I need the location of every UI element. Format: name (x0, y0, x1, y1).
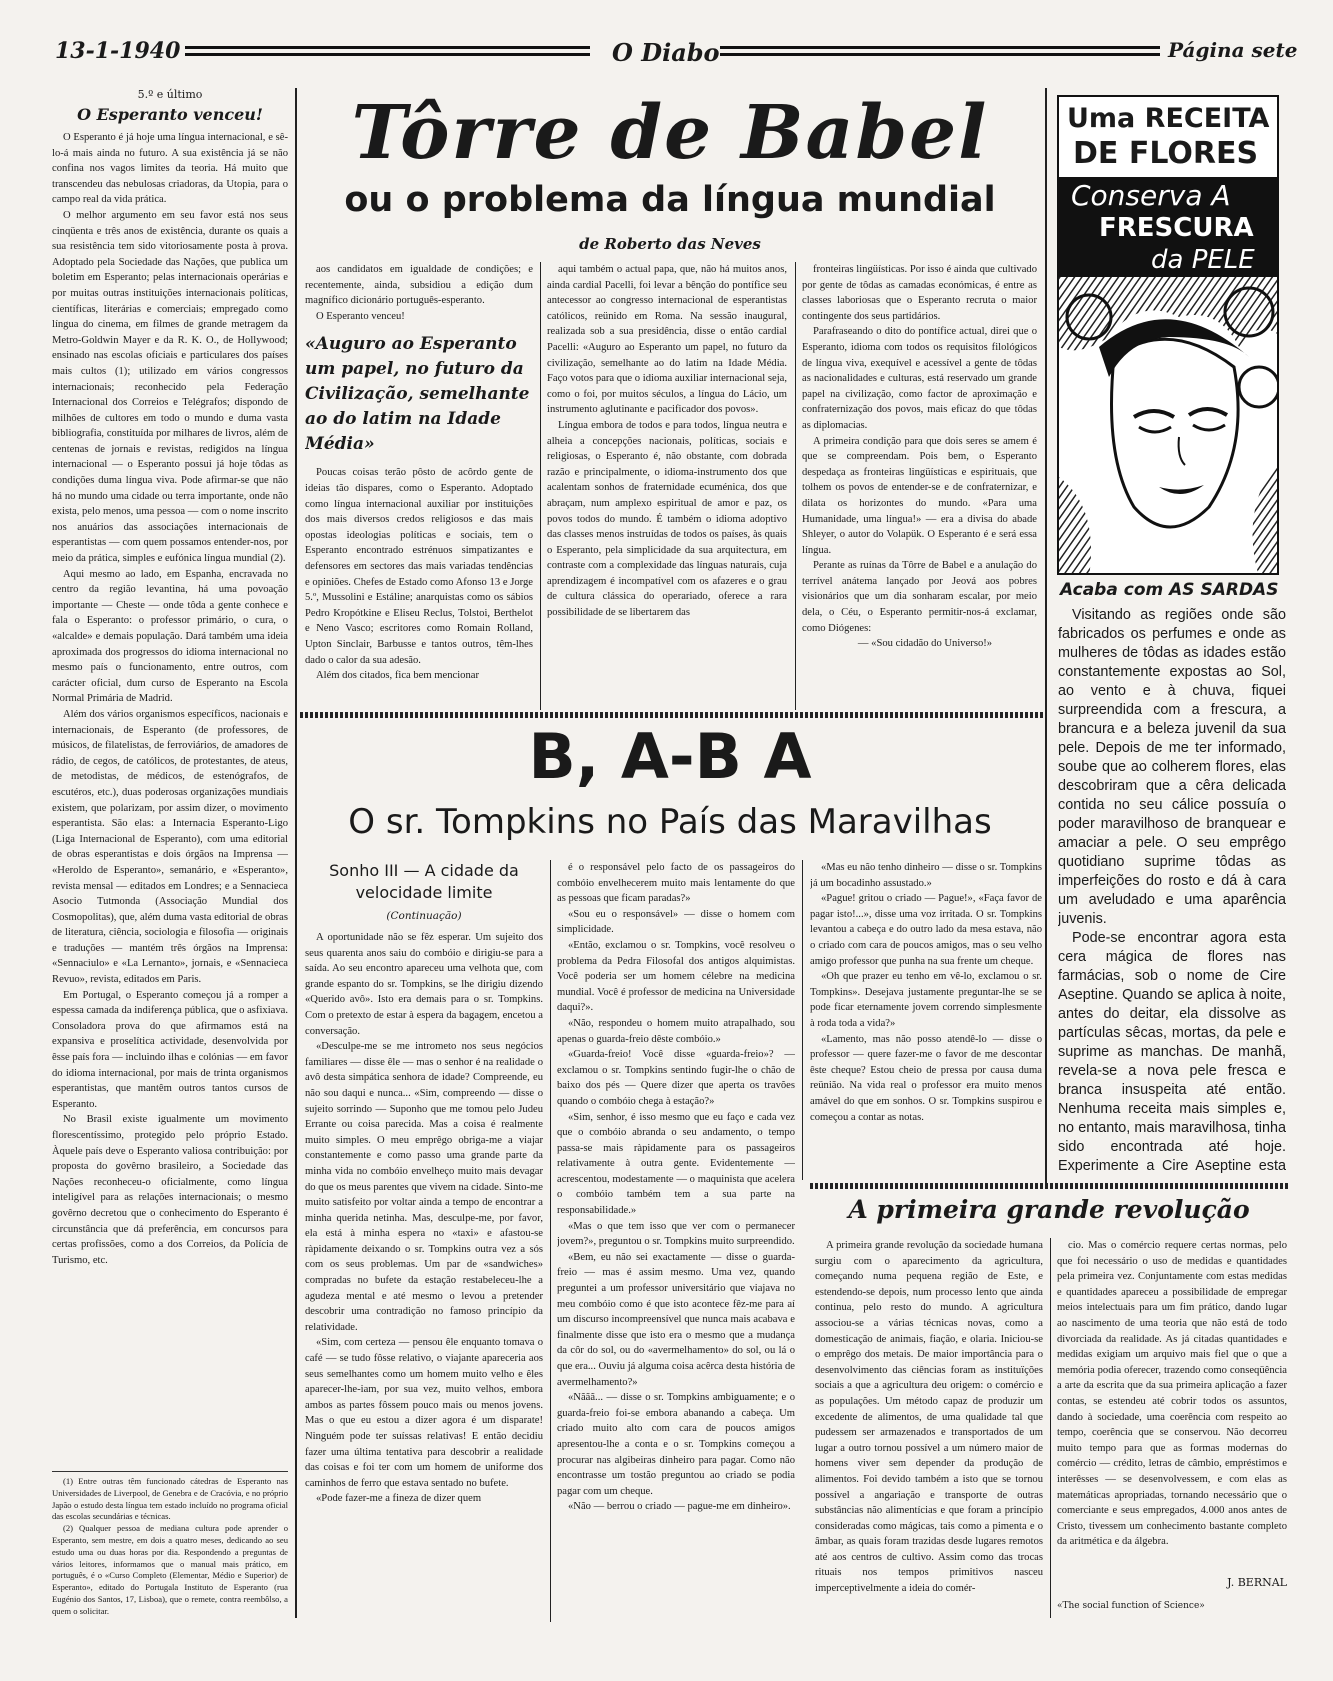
paragraph: «Não, respondeu o homem muito atrapalhado, sou apenas o guarda-freio dêste combóio.» (557, 1017, 795, 1045)
babel-col-1 (305, 262, 533, 710)
paragraph: «Sim, senhor, é isso mesmo que eu faço e cada vez que o combóio abranda o seu andamento, o tempo passa-se mais ràpidamente para os passageiros relativamente à outra gente. Evidentemente — acrescentou, modestamente — o maquinista que acelera o combóio também tem a sua parte na responsabilidade.» (557, 1111, 795, 1217)
ad-headline-2: DE FLORES (1069, 137, 1262, 171)
page-number: Página sete (1168, 38, 1298, 62)
revolucao-col-1 (815, 1238, 1043, 1618)
column-rule (295, 88, 297, 1618)
paragraph: é o responsável pelo facto de os passageiros do combóio envelhecerem muito mais lentamente do que as pessoas que ficam paradas?» (557, 862, 795, 905)
column-rule (1050, 1238, 1051, 1618)
paragraph: Pode-se encontrar agora esta cera mágica de flores nas farmácias, sob o nome de Cire Aseptine. Quando se aplica à noite, antes do deitar, ela dissolve as partículas sêcas, mortas, da pele e suprime as manchas. De manhã, revela-se a nova pele fresca e branca insuspeita até então. Nenhuma receita mais simples e, no entanto, mais maravilhosa, tinha sido encontrada até hoje. Experimente a Cire Aseptine esta (1058, 930, 1286, 1174)
paragraph: Em Portugal, o Esperanto começou já a romper a espessa camada da indiferença pública, que o asfixiava. Consoladora prova do que afirmamos está na expansiva e proselítica actividade, desenvolvida por êsse país fora — incluindo ilhas e colónias — em favor do idioma internacional, por mais de trinta organismos esperantistas, que mantêm outros tantos cursos de Esperanto. (52, 989, 288, 1110)
paragraph: O melhor argumento em seu favor está nos seus cinqüenta e três anos de existência, durante os quais a sua resistência tem sido vitoriosamente posta à prova. Adoptado pela Sociedade das Nações, que publica um boletim em Esperanto; pelas internacionais operárias e por muitas outras instituições internacionais políticas, científicas, literárias e comerciais; empregado como língua do cinema, em filmes de grande metragem da Metro-Goldwin Mayer e da R. K. O., de Hollywood; ensinado nas escolas oficiais e particulares dos países mais cultos (1); utilizado em vários congressos internacionais; reconhecido pela Federação Internacional dos Correios e Telégrafos; dispondo de milhões de cultores em todo o mundo e duma vasta bibliografia, constituída por milhares de livros, além de centenas de jornais e revistas, redigidos na língua internacional — o Esperanto possui já hoje tôdas as condições duma língua viva. Pode afirmar-se que não há no mundo uma cidade ou terra importante, onde não exista, pelo menos, uma pessoa — com o nome inscrito nos anuários das associações internacionais de esperantistas — com quem possamos entender-nos, por meio da prática, simples e eufónica língua mundial (2). (52, 209, 288, 565)
paragraph: aqui também o actual papa, que, não há muitos anos, ainda cardial Pacelli, foi levar a bênção do pontífice seu antecessor ao congresso internacional de esperantistas católicos, reünido em Roma. Na sessão inaugural, realizada sob a sua presidência, disse o então cardial Pacelli: «Auguro ao Esperanto um papel, no futuro da civilização, semelhante ao do latim na Idade Média. Faço votos para que o idioma auxiliar internacional seja, como o foi, por muitos séculos, a língua do Lácio, um instrumento aglutinante e pacificador dos povos». (547, 264, 787, 416)
article-kicker: 5.º e último (137, 88, 203, 101)
article-title: O Esperanto venceu! (77, 105, 263, 124)
paragraph: Perante as ruínas da Tôrre de Babel e a anulação do terrível anátema lançado por Jeová aos pobres visionários que um dia sonharam escalar, por meio dela, o Céu, o Esperanto permitir-nos-á exclamar, como Diógenes: (802, 560, 1037, 634)
paragraph: «Mas eu não tenho dinheiro — disse o sr. Tompkins já um bocadinho assustado.» (810, 862, 1042, 889)
signature: J. BERNAL (1227, 1576, 1287, 1589)
column-rule (802, 860, 803, 1180)
paragraph: aos candidatos em igualdade de condições; e recentemente, ainda, subsidiou a edição dum magnífico dicionário português-esperanto. (305, 264, 533, 307)
tompkins-col-3 (810, 860, 1042, 1180)
footnote: (1) Entre outras têm funcionado cátedras de Esperanto nas Universidades de Liverpool, de Genebra e de Cracóvia, e no próprio Japão o estudo desta língua tem estado incluído no programa oficial das escolas secundárias e técnicas. (52, 1476, 288, 1522)
source: «The social function of Science» (1057, 1601, 1205, 1611)
paragraph: «Pode fazer-me a fineza de dizer quem (316, 1493, 482, 1505)
paragraph: Poucas coisas terão pôsto de acôrdo gente de ideias tão dispares, como o Esperanto. Adoptado como língua internacional auxiliar por instituições dos mais diversos credos religiosos e das mais opostas ideologias políticas e sociais, tem o Esperanto encontrado estrénuos simpatizantes e defensores em sectores das mais variadas tendências e opiniões. Chefes de Estado como Afonso 13 e Jorge 5.º, Mussolini e Estáline; anarquistas como os sábios Pedro Kropótkine e Eliseu Reclus, Tolstoi, Berthelot e Neno Vasco; escritores como Romain Rolland, Upton Sinclair, Barbusse e tantos outros, têm-lhes dado o calor da sua adesão. (305, 467, 533, 666)
babel-byline: de Roberto das Neves (579, 235, 761, 253)
tompkins-col-1 (305, 860, 543, 1622)
paragraph: cio. Mas o comércio requere certas normas, pelo que foi necessário o uso de medidas e quantidades pela primeira vez. Conjuntamente com estas medidas e quantidades apareceu a possibilidade de empregar meios intelectuais para um fim prático, dando lugar ao nascimento de uma teoria que não está de todo divorciada da realidade. As já citadas quantidades e medidas exigiam um arquivo mais fiel que o que a memória podia oferecer, trazendo como conseqüência a arte da escrita que da sua primeira aplicação a fazer contas, se estendeu até cobrir todos os assuntos, dando à sociedade, uma coerência com respeito ao tempo, coerência que se conservou. Não decorreu muito tempo para que as formas modernas do comércio — crédito, letras de câmbio, empréstimos e interêsses — se desenvolvessem, e com elas as matemáticas apropriadas, tornando necessário que o comerciante e seus empregados, 4.000 anos antes de Cristo, tivessem um conhecimento bastante completo da aritmética e da álgebra. (1057, 1240, 1287, 1548)
column-rule (550, 860, 551, 1622)
revolucao-title: A primeira grande revolução (848, 1195, 1250, 1224)
paragraph: A oportunidade não se fêz esperar. Um sujeito dos seus quarenta anos saiu do combóio e dirigiu-se para a saída. Ao seu encontro apareceu uma velhota que, com grande espanto do sr. Tompkins, se lhe dirigiu dizendo «Querido avô». Isto era demais para o sr. Tompkins. Com o pretexto de estar à espera da bagagem, encetou a conversação. (305, 932, 543, 1037)
paragraph: «Lamento, mas não posso atendê-lo — disse o professor — quere fazer-me o favor de me descontar êste cheque? Estou cheio de pressa por causa duma reünião. Na vida real o professor era muito menos amável do que em sonhos. O sr. Tompkins suspirou e começou a contar as notas. (810, 1033, 1042, 1123)
paragraph: Língua embora de todos e para todos, língua neutra e alheia a concepções nacionais, políticas, sociais e religiosas, o Esperanto é, não obstante, com dobrada razão e principalmente, o idioma-instrumento dos que acalentam sonhos de fraternidade ecuménica, dos que abraçam, num amplexo espiritual de amor e paz, os povos todos do mundo. É também o idioma adoptivo das classes menos instruídas de todos os países, às quais o Esperanto, pela simplicidade da sua arquitectura, em contraste com a complexidade das línguas naturais, cuja aprendizagem é incompatível com os afazeres e o grau de cultura clássica do operariado, oferece a rara possibilidade de se libertarem das (547, 419, 787, 619)
ad-headline-5: da PELE (1151, 245, 1255, 275)
ad-body (1058, 606, 1286, 1176)
paragraph: A primeira grande revolução da sociedade humana surgiu com o aparecimento da agricultura, começando numa pequena região de Este, e estendendo-se depois, num processo lento que ainda continua, pelo resto do mundo. A agricultura associou-se a várias técnicas novas, como a domesticação de animais, fiação, e olaria. Iniciou-se o emprêgo dos metais. De maior importância para o desenvolvimento das ciências foram as instituïções sociais a que a agricultura deu origem: o comércio e as populações. Um método capaz de produzir um excedente de alimentos, de uma qualidade tal que pudessem ser armazenados e transportados de um lugar a outro tornou possível a um número maior de homens viver sem depender da produção de alimentos. Foi devido também a isto que se tornou possível a angariação e transporte de outras substâncias não alimentícias e que foram a princípio consideradas como mágicas, tais como a pimenta e o âmbar, as quais foram trazidas desde lugares remotos até aos centros de cultivo. Assim como das trocas rituais nos tempos primitivos nasceu imperceptìvelmente a ideia do comér- (815, 1240, 1043, 1595)
paragraph: «Pague! gritou o criado — Pague!», «Faça favor de pagar isto!...», disse uma voz irritada. O sr. Tompkins levantou a cabeça e do outro lado da mesa estava, não o criado com cara de poucos amigos, mas o seu velho amigo professor que punha na sua frente um cheque. (810, 893, 1042, 967)
footnotes (52, 1476, 288, 1626)
paragraph: «Então, exclamou o sr. Tompkins, você resolveu o problema da Pedra Filosofal dos antigos alquimistas. Você poderia ser um homem célebre na medicina mundial. Você é professor de medicina na Universidade daqui?». (557, 939, 795, 1014)
paragraph: O Esperanto é já hoje uma língua internacional, e sê-lo-á mais ainda no futuro. A sua existência já se não confina nos vagos limites da teoria. Há muito que transcendeu das nebulosas criadoras, da Utopia, para o campo real da vida prática. (52, 132, 288, 206)
babel-col-2 (547, 262, 787, 710)
paragraph: Além dos citados, fica bem mencionar (316, 670, 479, 682)
tompkins-subtitle: O sr. Tompkins no País das Maravilhas (348, 802, 992, 842)
paragraph: «Nããã... — disse o sr. Tompkins ambìguamente; e o guarda-freio foi-se embora abanando a cabeça. Um criado muito alto com cara de poucos amigos apresentou-lhe a conta e o sr. Tompkins começou a procurar nas algibeiras dinheiro para pagar. Como não encontrasse um tostão preguntou ao criado se podia pagar com um cheque. (557, 1392, 795, 1497)
paragraph: Parafraseando o dito do pontífice actual, direi que o Esperanto, idioma com todos os requisitos filológicos de língua viva, exequível e acessível a gente de tôdas as nacionalidades e culturas, está reservado um grande papel na civilização, como factor de aproximação e confraternização dos povos, mais eficaz do que tôdas as diplomacias. (802, 326, 1037, 431)
paragraph: Aqui mesmo ao lado, em Espanha, encravada no centro da região levantina, há uma povoação importante — Cheste — onde tôda a gente conhece e fala o Esperanto: o professor primário, o cura, o «alcalde» e demais população. Dará também uma ideia aproximada dos progressos do idioma internacional no mesmo país o funcionamento, entre outros, com carácter oficial, dum curso de Esperanto na Escola Normal Primária de Madrid. (52, 568, 288, 705)
paragraph: «Desculpe-me se me intrometo nos seus negócios familiares — disse êle — mas o senhor é na realidade o avô desta simpática senhora de idade? Compreende, eu não sou daqui e nunca... «Sim, compreendo — disse o sujeito sorrindo — Suponho que me tomou pelo Judeu Errante ou coisa parecida. Mas a coisa é realmente muito simples. O meu emprêgo obriga-me a viajar constantemente e como passo uma grande parte da minha vida no combóio envelheço muito mais devagar do que os meus parentes que vivem na cidade. Sinto-me muito satisfeito por voltar ainda a tempo de encontrar a minha querida netinha. Mas, desculpe-me, por favor, ela está à minha espera no «taxi» e afastou-se ràpidamente deixando o sr. Tompkins outra vez a sós com os seus problemas. Um par de «sandwiches» compradas no bufete da estação restabeleceu-lhe a agudeza mental e até mesmo o levou a pretender descobrir uma contradição no famoso princípio da relatividade. (305, 1041, 543, 1333)
ad-tagline: Acaba com AS SARDAS (1060, 580, 1279, 600)
revolucao-col-2 (1057, 1238, 1287, 1558)
header-rule-right (720, 46, 1160, 56)
section-title: Sonho III — A cidade da velocidade limite (329, 861, 519, 902)
revolucao-col-2-wrap (1057, 1238, 1287, 1618)
babel-subtitle: ou o problema da língua mundial (344, 180, 996, 220)
paragraph: «Oh que prazer eu tenho em vê-lo, exclamou o sr. Tompkins». Desejava justamente preguntar-lhe se se pode ficar eternamente jovem correndo simplesmente à roda toda a vida?» (810, 971, 1042, 1029)
article-body (52, 130, 288, 1465)
section-divider (810, 1183, 1288, 1189)
footnote-divider (52, 1471, 288, 1472)
paragraph: «Bem, eu não sei exactamente — disse o guarda-freio — mas é assim mesmo. Uma vez, quando preguntei a um professor universitário que viajava no meu combóio como é que isto acontece fêz-me para aí um discurso incompreensível que nunca mais acabava e finalmente disse que isto era o mesmo que a mudança da côr do sol, ou do «avermelhamento» do sol, ou lá o que era... Ouviu já alguma coisa acêrca desta história de avermelhamento?» (557, 1251, 795, 1388)
paragraph: — «Sou cidadão do Universo!» (857, 638, 993, 650)
masthead: O Diabo (612, 38, 720, 67)
tompkins-col-2 (557, 860, 795, 1622)
column-rule (795, 262, 796, 710)
tompkins-body-1 (305, 930, 543, 1610)
paragraph: fronteiras lingüísticas. Por isso é ainda que cultivado por gente de tôdas as camadas económicas, é entre as classes laboriosas que o Esperanto recruta o maior contingente dos seus partidários. (802, 264, 1037, 322)
paragraph: «Sou eu o responsável» — disse o homem com simplicidade. (557, 908, 795, 936)
paragraph: No Brasil existe igualmente um movimento florescentíssimo, protegido pelo próprio Estado. Àquele país deve o Esperanto valiosa contribuição: por proposta do govêrno brasileiro, a Sociedade das Nações reconheceu-o oficialmente, como língua inteligível para as relações internacionais; o mesmo govêrno decretou que o conhecimento do Esperanto é circunstância que dá preferência, em concursos para certas profissões, como a dos Correios, da Polícia de Turismo, etc. (52, 1114, 288, 1266)
tompkins-title: B, A-B A (528, 720, 812, 793)
pull-quote: «Auguro ao Esperanto um papel, no futuro da Civilização, semelhante ao do latim na Idade Média» (305, 334, 530, 455)
column-rule (1045, 88, 1047, 1183)
paragraph: «Sim, com certeza — pensou êle enquanto tomava o café — se tudo fôsse relativo, o viajante apareceria aos seus semelhantes como um homem muito velho e êles aparecer-lhe-iam, por sua vez, muito velhos, embora ambos as partes fôssem pouco mais ou menos jovens. Mas o que eu estou a dizer agora é um disparate! Ninguém pode ter suíssas relativas! E então decidiu fazer uma última tentativa para descobrir a realidade das coisas e foi ter com um homem de uniforme dos caminhos de ferro que estava sentado no bufete. (305, 1337, 543, 1489)
column-rule (540, 262, 541, 710)
paragraph: Visitando as regiões onde são fabricados os perfumes e onde as mulheres de tôdas as idades estão constantemente expostas ao Sol, ao vento e à chuva, fiquei surpreendida com a frescura, a brancura e a beleza juvenil da sua pele. Depois de me ter informado, soube que ao colherem flores, elas descobriram que a cêra delicada contida no seu cálice possuía o poder maravilhoso de branquear e amaciar a pele. O seu emprêgo quotidiano suprime tôdas as imperfeições do rosto e dá à cara um aveludado e uma aparência juvenis. (1058, 607, 1286, 927)
header-rule-left (185, 46, 590, 56)
babel-col-3 (802, 262, 1037, 710)
left-column (52, 88, 288, 1618)
aseptine-ad-illustration (1057, 95, 1279, 575)
paragraph: «Não — berrou o criado — pague-me em dinheiro». (568, 1501, 791, 1513)
footnote: (2) Qualquer pessoa de mediana cultura pode aprender o Esperanto, sem mestre, em dois a quatro meses, dedicando ao seu estudo uma ou duas horas por dia. Respondendo a preguntas de vários leitores, informamos que o manual mais prático, em português, é o «Curso Completo (Elementar, Médio e Superior) de Esperanto», editado do Portugala Instituto de Esperanto (rua Eugénio dos Santos, 17, Lisboa), que o remete, contra reembôlso, a quem o solicitar. (52, 1523, 288, 1616)
ad-headline-4: FRESCURA (1099, 213, 1254, 243)
woman-face-illustration (1059, 277, 1279, 575)
ad-headline-3-text: Conserva A (1071, 179, 1231, 212)
paragraph: «Mas o que tem isso que ver com o permanecer jovem?», preguntou o sr. Tompkins muito surpreendido. (557, 1220, 795, 1248)
paragraph: Além dos vários organismos específicos, nacionais e internacionais, de Esperanto (de professores, de músicos, de filatelistas, de ferroviários, de amadores de rádio, de cegos, de católicos, de protestantes, de ateus, de metodistas, de médicos, de estenógrafos, de escutéros, etc.), duas poderosas organizações mundiais existem, que polarizam, por assim dizer, o movimento esperantista. São elas: a Internacia Esperanto-Ligo (Liga Internacional de Esperanto), com uma editorial de obras esperantistas e dois órgãos na Imprensa — «Heroldo de Esperanto», semanário, e «Esperanto», revista mensal — editados em Londres; e a Sennacieca Asocio Tutmonda (Associação Mundial dos Cosmopolitas), que, além duma vasta editorial de obras de literatura, ciência, sociologia e filosofia — originais e traduções — mantém três órgãos na Imprensa: «Sennaciulo» e «La Lernanto», jornais, e «Sennacieca Revuo», revista, editados em Paris. (52, 708, 288, 986)
paragraph: A primeira condição para que dois seres se amem é que se compreendam. Pois bem, o Esperanto despedaça as fronteiras lingüísticas e espirituais, que tolhem os povos de entender-se e de confraternizar, e dilata os horizontes do mundo. «Para uma Humanidade, uma língua!» — era a divisa do abade Shleyer, o autor do Volapük. O Esperanto é e será essa língua. (802, 435, 1037, 556)
ad-headline-1: Uma RECEITA (1067, 103, 1270, 134)
paragraph: «Guarda-freio! Você disse «guarda-freio»? — exclamou o sr. Tompkins sentindo fugir-lhe o chão de baixo dos pés — Quere dizer que aperta os travões quando o combóio chega à estação?» (557, 1049, 795, 1107)
paragraph: O Esperanto venceu! (316, 310, 405, 322)
continuation-label: (Continuação) (386, 910, 462, 922)
page-date: 13-1-1940 (55, 38, 181, 64)
babel-title: Tôrre de Babel (351, 90, 989, 176)
